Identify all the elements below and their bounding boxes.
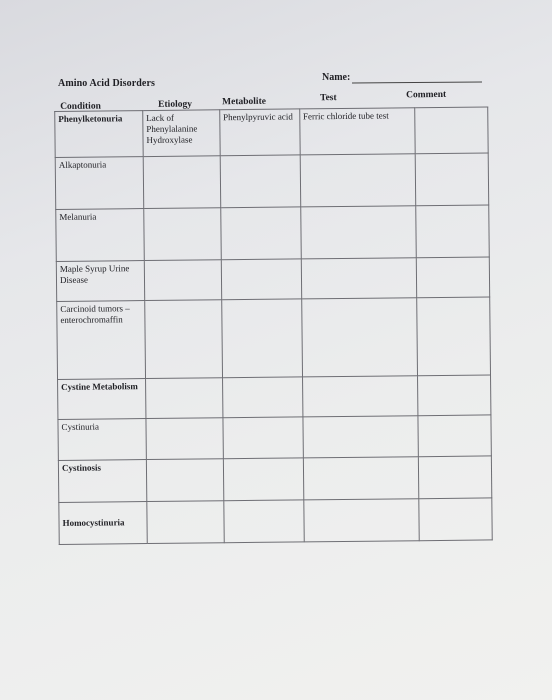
row-1-test: Ferric chloride tube test: [299, 108, 415, 155]
row-2-metabolite: [220, 155, 300, 208]
row-9-comment: [419, 498, 492, 541]
row-6-metabolite: [222, 377, 302, 418]
row-8-comment: [419, 456, 492, 499]
row-6-comment: [418, 375, 491, 416]
row-5-metabolite: [222, 299, 303, 378]
table-row: [58, 375, 491, 420]
table-row: [57, 297, 491, 380]
row-4-metabolite: [221, 259, 301, 300]
bleed-through-marks: [147, 158, 217, 169]
row-2-condition: Alkaptonuria: [55, 157, 143, 210]
row-4-test: [301, 258, 417, 299]
row-9-test: [303, 499, 419, 542]
row-7-metabolite: [223, 417, 303, 459]
row-4-condition: Maple Syrup Urine Disease: [56, 261, 144, 302]
row-6-condition: Cystine Metabolism: [58, 379, 146, 420]
row-3-metabolite: [221, 207, 301, 260]
page-title: Amino Acid Disorders: [58, 78, 155, 89]
row-8-condition: Cystinosis: [58, 460, 146, 503]
row-2-etiology: [143, 156, 220, 209]
row-8-etiology: [146, 459, 223, 502]
header-condition: Condition: [60, 101, 101, 112]
table-row: [58, 415, 491, 461]
row-6-test: [302, 376, 418, 417]
disorders-grid: [54, 85, 493, 548]
row-1-condition: Phenylketonuria: [55, 111, 143, 158]
header-metabolite: Metabolite: [222, 96, 266, 108]
row-3-etiology: [144, 208, 221, 261]
row-3-test: [300, 206, 416, 259]
row-8-metabolite: [223, 458, 303, 501]
disorders-table: [54, 106, 493, 545]
row-9-etiology: [147, 501, 224, 544]
row-6-etiology: [145, 378, 222, 419]
row-4-comment: [417, 257, 490, 298]
table-row: [58, 456, 491, 503]
table-row: [55, 107, 488, 158]
table-row: [59, 498, 492, 545]
row-2-test: [300, 154, 416, 207]
row-1-etiology: Lack of Phenylalanine Hydroxylase: [143, 110, 220, 157]
row-7-test: [303, 416, 419, 458]
row-9-condition: Homocystinuria: [59, 502, 147, 545]
table-row: [56, 257, 489, 302]
row-5-test: [301, 298, 417, 377]
row-5-condition: Carcinoid tumors – enterochromaffin: [57, 301, 146, 380]
row-9-metabolite: [224, 500, 304, 543]
table-row: [55, 153, 489, 210]
row-3-condition: Melanuria: [56, 209, 144, 262]
row-1-metabolite: Phenylpyruvic acid: [220, 109, 300, 156]
header-test: Test: [320, 93, 337, 104]
row-5-comment: [417, 297, 491, 376]
row-7-condition: Cystinuria: [58, 419, 146, 461]
row-1-comment: [415, 107, 488, 154]
header-etiology: Etiology: [158, 99, 192, 110]
name-field-line: [352, 82, 482, 84]
table-row: [56, 205, 490, 262]
row-2-comment: [415, 153, 488, 206]
row-5-etiology: [145, 300, 223, 379]
row-7-etiology: [146, 418, 223, 460]
row-4-etiology: [144, 260, 221, 301]
name-label: Name:: [322, 72, 351, 83]
row-3-comment: [416, 205, 489, 258]
row-8-test: [303, 457, 419, 500]
header-comment: Comment: [406, 89, 447, 101]
row-7-comment: [418, 415, 491, 457]
